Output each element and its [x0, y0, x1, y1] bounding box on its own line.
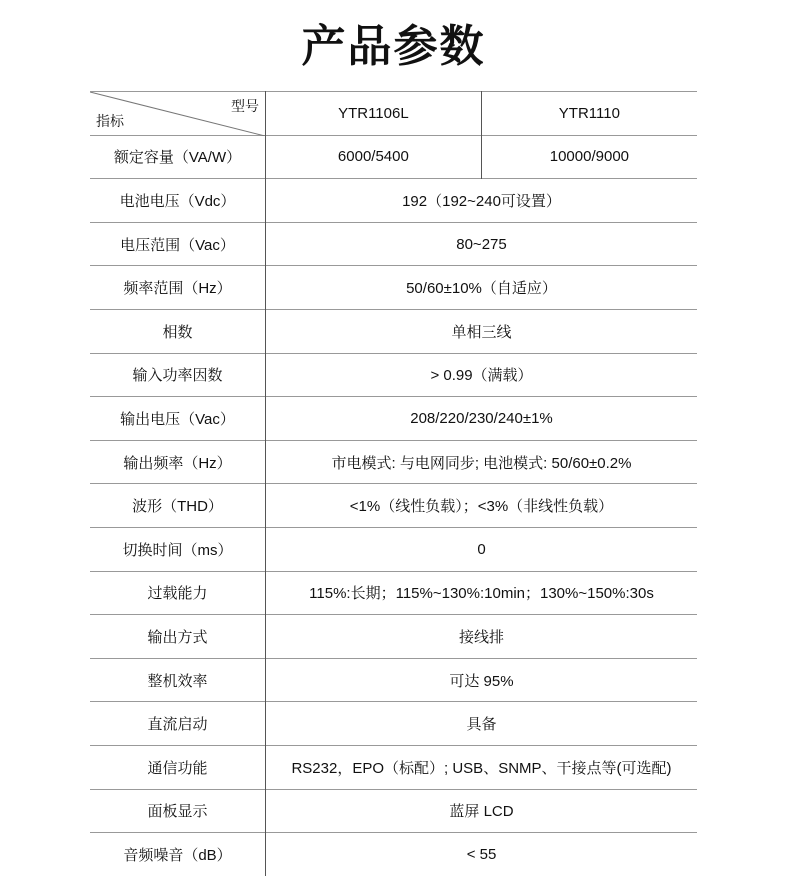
row-label: 输出频率（Hz） [90, 440, 266, 484]
table-row [90, 789, 697, 833]
row-label: 电压范围（Vac） [90, 222, 266, 266]
row-value: > 0.99（满载） [266, 353, 698, 397]
page-title: 产品参数 [301, 21, 486, 72]
table-row [90, 702, 697, 746]
model-2-header: YTR1110 [481, 92, 697, 136]
capacity-model-2: 10000/9000 [481, 135, 697, 179]
row-label: 额定容量（VA/W） [90, 135, 266, 179]
row-value: 80~275 [266, 222, 698, 266]
table-row [90, 179, 697, 223]
table-row [90, 484, 697, 528]
capacity-model-1: 6000/5400 [266, 135, 482, 179]
row-value: RS232，EPO（标配）; USB、SNMP、干接点等(可选配) [266, 745, 698, 789]
table-row [90, 353, 697, 397]
row-value: 具备 [266, 702, 698, 746]
row-label: 音频噪音（dB） [90, 833, 266, 876]
corner-header-cell [90, 92, 266, 136]
table-row [90, 833, 697, 876]
table-row [90, 440, 697, 484]
row-value: 市电模式: 与电网同步; 电池模式: 50/60±0.2% [266, 440, 698, 484]
row-value: 192（192~240可设置） [266, 179, 698, 223]
row-label: 电池电压（Vdc） [90, 179, 266, 223]
row-value: < 55 [266, 833, 698, 876]
row-label: 波形（THD） [90, 484, 266, 528]
row-label: 整机效率 [90, 658, 266, 702]
row-value: 蓝屏 LCD [266, 789, 698, 833]
row-label: 过载能力 [90, 571, 266, 615]
row-label: 输出电压（Vac） [90, 397, 266, 441]
table-row [90, 658, 697, 702]
row-label: 直流启动 [90, 702, 266, 746]
row-label: 相数 [90, 309, 266, 353]
table-row [90, 745, 697, 789]
row-value: 0 [266, 527, 698, 571]
table-row [90, 309, 697, 353]
row-label: 输出方式 [90, 615, 266, 659]
row-label: 面板显示 [90, 789, 266, 833]
model-header: 型号 [231, 98, 259, 114]
row-value: <1%（线性负载）；<3%（非线性负载） [266, 484, 698, 528]
model-1-header: YTR1106L [266, 92, 482, 136]
table-row [90, 222, 697, 266]
table-row [90, 397, 697, 441]
table-row [90, 527, 697, 571]
table-row [90, 615, 697, 659]
row-value: 接线排 [266, 615, 698, 659]
table-row [90, 571, 697, 615]
table-row [90, 266, 697, 310]
row-label: 通信功能 [90, 745, 266, 789]
row-value: 50/60±10%（自适应） [266, 266, 698, 310]
row-value: 单相三线 [266, 309, 698, 353]
row-value: 115%:长期；115%~130%:10min；130%~150%:30s [266, 571, 698, 615]
table-row [90, 135, 697, 179]
row-label: 切换时间（ms） [90, 527, 266, 571]
spec-table [90, 91, 697, 876]
row-value: 可达 95% [266, 658, 698, 702]
row-label: 输入功率因数 [90, 353, 266, 397]
table-header-row [90, 92, 697, 136]
row-label: 频率范围（Hz） [90, 266, 266, 310]
indicator-header: 指标 [96, 112, 124, 129]
row-value: 208/220/230/240±1% [266, 397, 698, 441]
